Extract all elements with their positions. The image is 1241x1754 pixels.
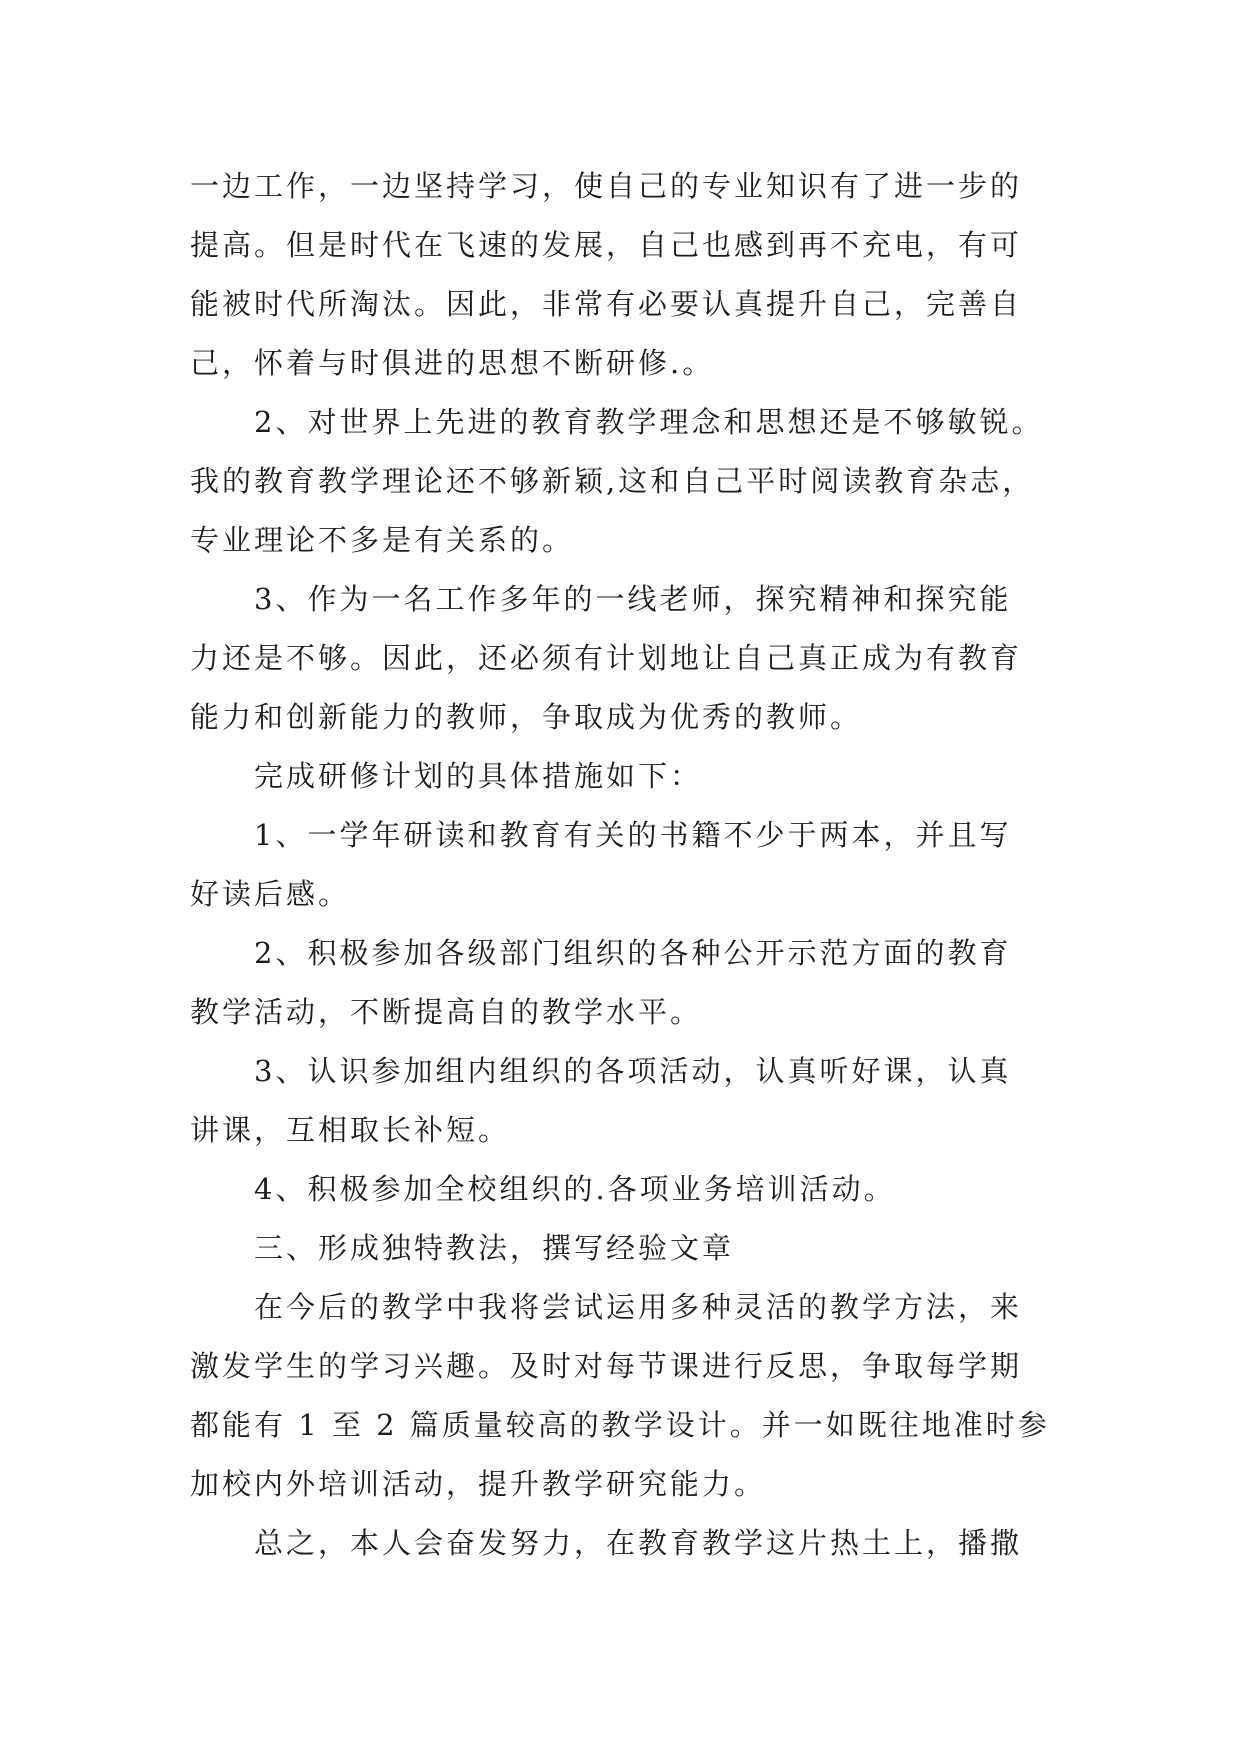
text-line: 一边工作，一边坚持学习，使自己的专业知识有了进一步的 [190, 169, 1023, 203]
text-line: 我的教育教学理论还不够新颖,这和自己平时阅读教育杂志， [190, 464, 1035, 498]
text-line: 2、积极参加各级部门组织的各种公开示范方面的教育 [190, 936, 1012, 970]
text-line: 力还是不够。因此，还必须有计划地让自己真正成为有教育 [190, 641, 1023, 675]
text-line: 都能有 1 至 2 篇质量较高的教学设计。并一如既往地准时参 [190, 1408, 1050, 1442]
document-body [190, 157, 1060, 1573]
text-line: 己，怀着与时俱进的思想不断研修.。 [190, 346, 715, 380]
text-line: 提高。但是时代在飞速的发展，自己也感到再不充电，有可 [190, 228, 1023, 262]
text-line: 在今后的教学中我将尝试运用多种灵活的教学方法，来 [190, 1290, 1023, 1324]
text-line: 加校内外培训活动，提升教学研究能力。 [190, 1467, 767, 1501]
text-line: 能被时代所淘汰。因此，非常有必要认真提升自己，完善自 [190, 287, 1023, 321]
text-line: 三、形成独特教法，撰写经验文章 [190, 1231, 735, 1265]
text-line: 2、对世界上先进的教育教学理念和思想还是不够敏锐。 [190, 405, 1044, 439]
text-line: 3、作为一名工作多年的一线老师，探究精神和探究能 [190, 582, 1012, 616]
text-line: 教学活动，不断提高自的教学水平。 [190, 995, 703, 1029]
text-line: 4、积极参加全校组织的.各项业务培训活动。 [190, 1172, 896, 1206]
text-line: 讲课，互相取长补短。 [190, 1113, 511, 1147]
text-line: 激发学生的学习兴趣。及时对每节课进行反思，争取每学期 [190, 1349, 1023, 1383]
text-line: 3、认识参加组内组织的各项活动，认真听好课，认真 [190, 1054, 1012, 1088]
text-line: 1、一学年研读和教育有关的书籍不少于两本，并且写 [190, 818, 1012, 852]
text-line: 总之，本人会奋发努力，在教育教学这片热土上，播撒 [190, 1526, 1023, 1560]
text-line: 专业理论不多是有关系的。 [190, 523, 575, 557]
text-line: 能力和创新能力的教师，争取成为优秀的教师。 [190, 700, 863, 734]
text-line: 完成研修计划的具体措施如下： [190, 759, 703, 793]
text-line: 好读后感。 [190, 877, 351, 911]
